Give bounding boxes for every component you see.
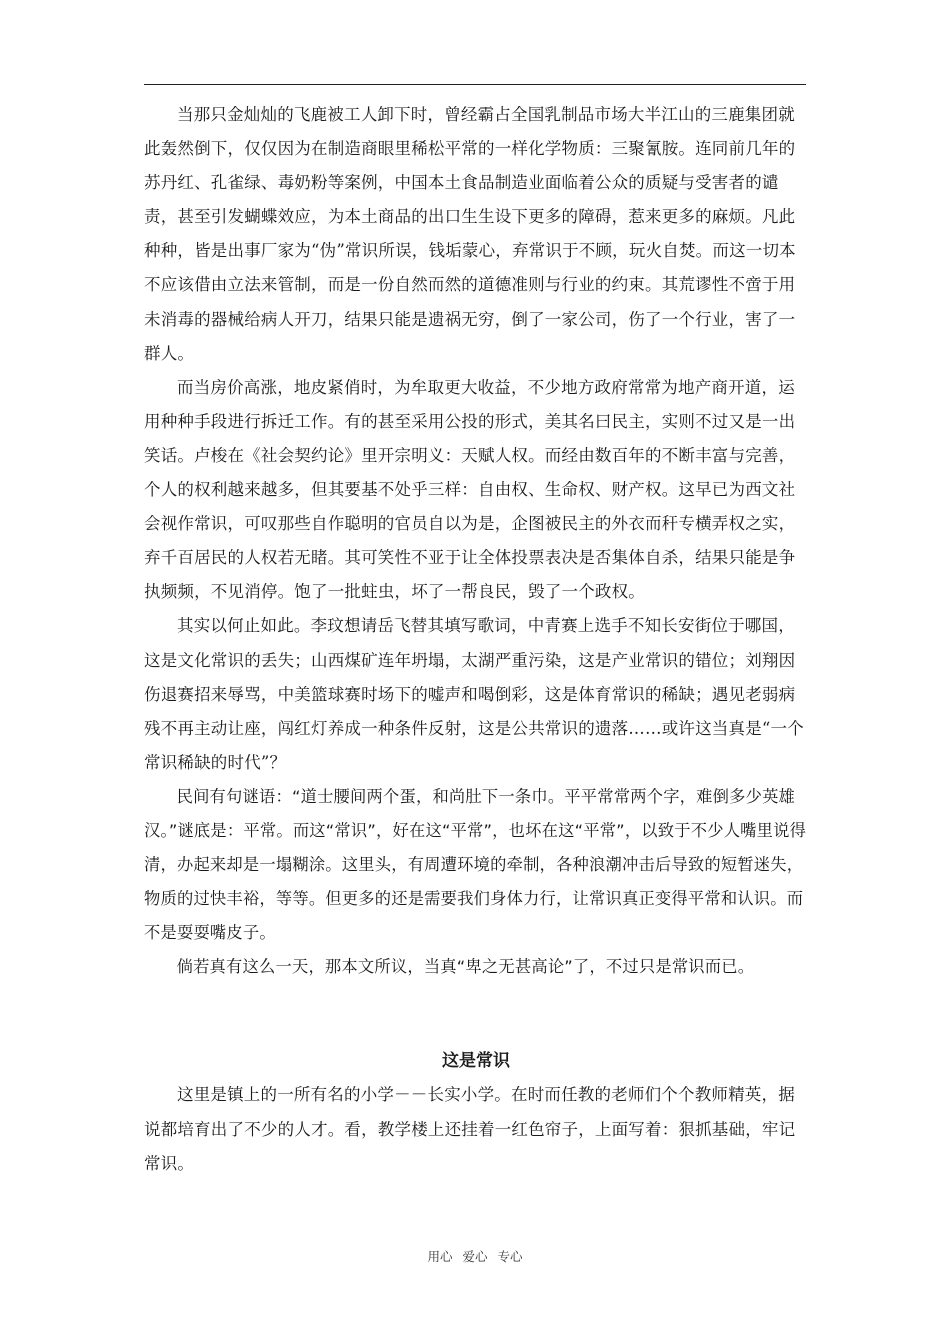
paragraph-school: 这里是镇上的一所有名的小学－－长实小学。在时而任教的老师们个个教师精英，据说都培育出了不少的人才。看，教学楼上还挂着一红色帘子，上面写着：狠抓基础，牢记常识。 [144,1085,796,1173]
paragraph-housing: 而当房价高涨，地皮紧俏时，为牟取更大收益，不少地方政府常常为地产商开道，运用种种手段进行拆迁工作。有的甚至采用公投的形式，美其名曰民主，实则不过又是一出笑话。卢梭在《社会契约论》里开宗明义：天赋人权。而经由数百年的不断丰富与完善，个人的权利越来越多，但其要基不处乎三样：自由权、生命权、财产权。这早已为西文社会视作常识，可叹那些自作聪明的官员自以为是，企图被民主的外衣而秆专横弄权之实，弃千百居民的人权若无睹。其可笑性不亚于让全体投票表决是否集体自杀，结果只能是争执频频，不见消停。饱了一批蛀虫，坏了一帮良民，毁了一个政权。 [144,377,796,602]
document-body [144,98,808,1181]
paragraph-conclusion: 倘若真有这么一天，那本文所议，当真“卑之无甚高论”了，不过只是常识而已。 [176,957,755,977]
section-title: 这是常识 [442,1051,510,1072]
paragraph-riddle: 民间有句谜语：“道士腰间两个蛋，和尚肚下一条巾。平平常常两个字，难倒多少英雄汉。”谜底是：平常。而这“常识”，好在这“平常”，也坏在这“平常”，以致于不少人嘴里说得清，办起来却是一塌糊涂。这里头，有周遭环境的牵制，各种浪潮冲击后导致的短暂迷失，物质的过快丰裕，等等。但更多的还是需要我们身体力行，让常识真正变得平常和认识。而不是耍耍嘴皮子。 [144,786,807,943]
page-footer: 用心 爱心 专心 [427,1249,523,1264]
header-rule [144,84,806,85]
paragraph-examples: 其实以何止如此。李玟想请岳飞替其填写歌词，中青赛上选手不知长安街位于哪国，这是文化常识的丢失；山西煤矿连年坍塌，太湖严重污染，这是产业常识的错位；刘翔因伤退赛招来辱骂，中美篮球赛时场下的嘘声和喝倒彩，这是体育常识的稀缺；遇见老弱病残不再主动让座，闯红灯养成一种条件反射，这是公共常识的遗落……或许这当真是“一个常识稀缺的时代”？ [144,616,804,772]
paragraph-sanlu: 当那只金灿灿的飞鹿被工人卸下时，曾经霸占全国乳制品市场大半江山的三鹿集团就此轰然倒下，仅仅因为在制造商眼里稀松平常的一样化学物质：三聚氰胺。连同前几年的苏丹红、孔雀绿、毒奶粉等案例，中国本土食品制造业面临着公众的质疑与受害者的谴责，甚至引发蝴蝶效应，为本土商品的出口生生设下更多的障碍，惹来更多的麻烦。凡此种种，皆是出事厂家为“伪”常识所误，钱垢蒙心，弃常识于不顾，玩火自焚。而这一切本不应该借由立法来管制，而是一份自然而然的道德准则与行业的约束。其荒谬性不啻于用未消毒的器械给病人开刀，结果只能是遗祸无穷，倒了一家公司，伤了一个行业，害了一群人。 [144,105,796,363]
